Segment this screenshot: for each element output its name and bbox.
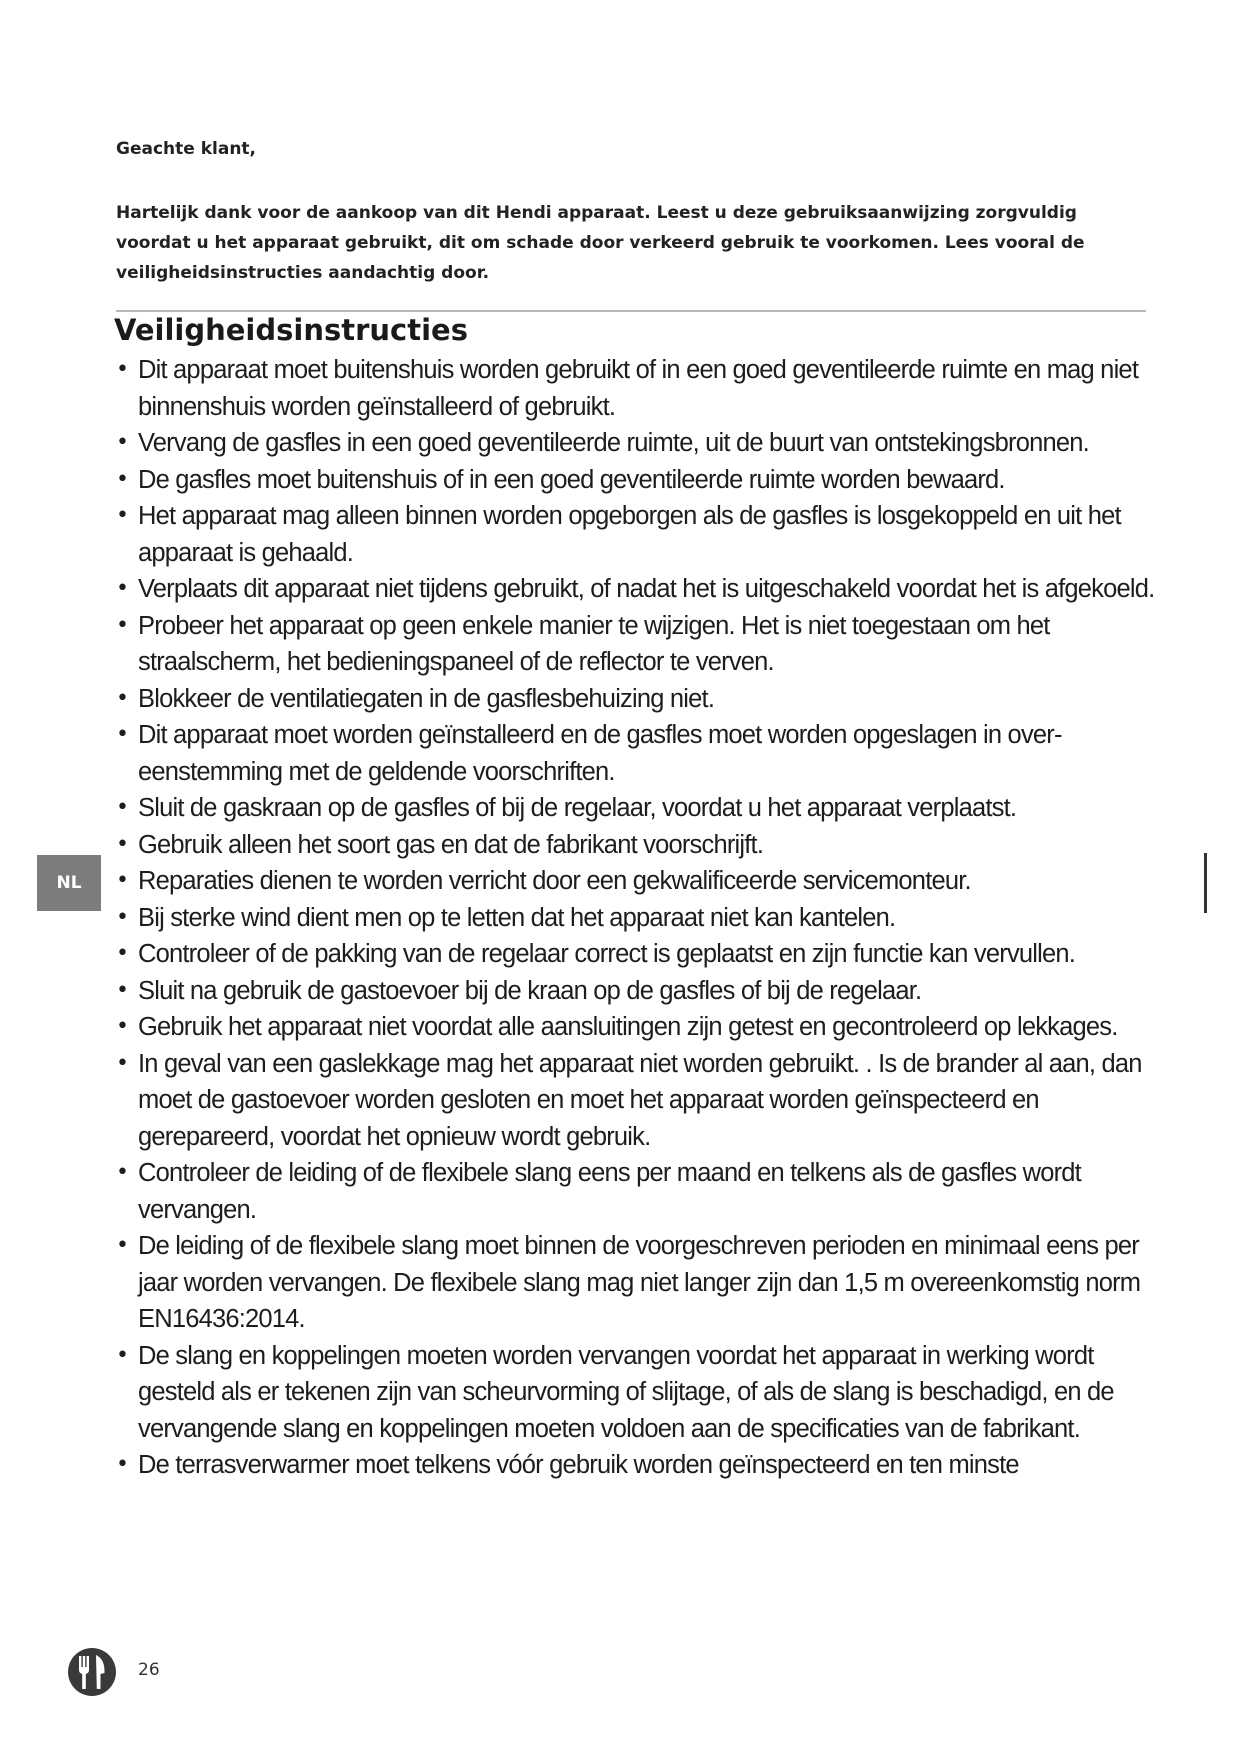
- list-item-text: Blokkeer de ventilatiegaten in de gasflesbehuizing niet.: [138, 684, 715, 713]
- list-item-text: Sluit de gaskraan op de gasfles of bij de regelaar, voordat u het apparaat verplaatst.: [138, 794, 1017, 822]
- intro-paragraph: Hartelijk dank voor de aankoop van dit Hendi apparaat. Leest u deze gebruiksaanwijzing zorgvuldig voordat u het apparaat gebruikt, dit om schade door verkeerd gebruik te voorkomen. Lees vooral de veiligheidsinstructies aandachtig door.: [116, 203, 1085, 283]
- list-item-text: Reparaties dienen te worden verricht door een gekwalificeerde servicemonteur.: [138, 867, 971, 895]
- list-item-text: Vervang de gasfles in een goed geventileerde ruimte, uit de buurt van ontstekingsbronnen.: [138, 429, 1089, 457]
- list-item-text: Gebruik alleen het soort gas en dat de fabrikant voorschrijft.: [138, 830, 764, 859]
- list-item: [116, 1447, 1166, 1484]
- list-item: [116, 352, 1166, 425]
- list-item-text: Probeer het apparaat op geen enkele manier te wijzigen. Het is niet toegestaan om het straalscherm, het bedieningspaneel of de reflector te verven.: [138, 611, 1050, 676]
- list-item: [116, 462, 1166, 499]
- list-item-text: De terrasverwarmer moet telkens vóór gebruik worden geïnspecteerd en ten minste: [138, 1451, 1019, 1479]
- bullet-icon: •: [116, 1233, 129, 1258]
- list-item: [116, 425, 1166, 462]
- list-item: [116, 827, 1166, 864]
- page-number: 26: [138, 1660, 160, 1680]
- list-item-text: Controleer of de pakking van de regelaar correct is geplaatst en zijn functie kan vervullen.: [138, 940, 1076, 968]
- list-item: [116, 608, 1166, 681]
- bullet-icon: •: [116, 795, 129, 820]
- list-item-text: Bij sterke wind dient men op te letten dat het apparaat niet kan kantelen.: [138, 903, 896, 932]
- safety-instructions-list: [116, 352, 1166, 1484]
- list-item-text: Het apparaat mag alleen binnen worden opgeborgen als de gasfles is losgekoppeld en uit het apparaat is gehaald.: [138, 502, 1121, 567]
- bullet-icon: •: [116, 1160, 129, 1185]
- bullet-icon: •: [116, 1452, 129, 1477]
- list-item: [116, 1155, 1166, 1228]
- bullet-icon: •: [116, 685, 129, 711]
- bullet-icon: •: [116, 357, 129, 382]
- list-item-text: Controleer de leiding of de flexibele slang eens per maand en telkens als de gasfles wordt vervangen.: [138, 1159, 1081, 1224]
- bullet-icon: •: [116, 466, 129, 492]
- greeting: Geachte klant,: [116, 139, 257, 159]
- list-item: [116, 973, 1166, 1010]
- bullet-icon: •: [116, 1342, 129, 1368]
- list-item: [116, 1338, 1166, 1448]
- list-item: [116, 1046, 1166, 1156]
- list-item-text: De gasfles moet buitenshuis of in een goed geventileerde ruimte worden bewaard.: [138, 465, 1005, 494]
- list-item: [116, 863, 1166, 900]
- list-item: [116, 681, 1166, 718]
- bullet-icon: •: [116, 612, 129, 638]
- list-item: [116, 900, 1166, 937]
- list-item: [116, 498, 1166, 571]
- list-item: [116, 1228, 1166, 1338]
- bullet-icon: •: [116, 430, 129, 455]
- bullet-icon: •: [116, 904, 129, 930]
- section-title: Veiligheidsinstructies: [114, 313, 468, 347]
- list-item-text: Dit apparaat moet buitenshuis worden gebruikt of in een goed geventileerde ruimte en mag niet binnenshuis worden geïnstalleerd of gebruikt.: [138, 356, 1139, 421]
- language-tab: NL: [37, 855, 101, 911]
- section-divider: [116, 310, 1146, 312]
- bullet-icon: •: [116, 977, 129, 1003]
- list-item: [116, 936, 1166, 973]
- list-item-text: In geval van een gaslekkage mag het apparaat niet worden gebruikt. . Is de brander al aan, dan moet de gastoevoer worden gesloten en moet het apparaat worden geïnspecteerd en gerepareerd, voordat het opnieuw wordt gebruik.: [138, 1049, 1142, 1151]
- list-item-text: Dit apparaat moet worden geïnstalleerd en de gasfles moet worden opgeslagen in overeenstemming met de geldende voorschriften.: [138, 721, 1063, 786]
- list-item-text: De leiding of de flexibele slang moet binnen de voorgeschreven perioden en minimaal eens per jaar worden vervangen. De flexibele slang mag niet langer zijn dan 1,5 m overeenkomstig norm EN16436:2014.: [138, 1232, 1141, 1333]
- list-item: [116, 1009, 1166, 1046]
- list-item: [116, 571, 1166, 608]
- bullet-icon: •: [116, 1014, 129, 1039]
- hendi-cutlery-logo-icon: [67, 1647, 117, 1697]
- list-item-text: Gebruik het apparaat niet voordat alle aansluitingen zijn getest en gecontroleerd op lekkages.: [138, 1013, 1118, 1041]
- list-item-text: Sluit na gebruik de gastoevoer bij de kraan op de gasfles of bij de regelaar.: [138, 976, 922, 1005]
- bullet-icon: •: [116, 868, 129, 893]
- bullet-icon: •: [116, 1050, 129, 1076]
- bullet-icon: •: [116, 941, 129, 966]
- list-item-text: De slang en koppelingen moeten worden vervangen voordat het apparaat in werking wordt gesteld als er tekenen zijn van scheurvorming of slijtage, of als de slang is beschadigd, en de vervangende slang en koppelingen moeten voldoen aan de specificaties van de fabrikant.: [138, 1341, 1114, 1443]
- bullet-icon: •: [116, 831, 129, 857]
- bullet-icon: •: [116, 722, 129, 747]
- list-item-text: Verplaats dit apparaat niet tijdens gebruikt, of nadat het is uitgeschakeld voordat het is afgekoeld.: [138, 575, 1155, 603]
- list-item: [116, 717, 1166, 790]
- list-item: [116, 790, 1166, 827]
- bullet-icon: •: [116, 503, 129, 528]
- side-marker: [1204, 853, 1207, 913]
- bullet-icon: •: [116, 576, 129, 601]
